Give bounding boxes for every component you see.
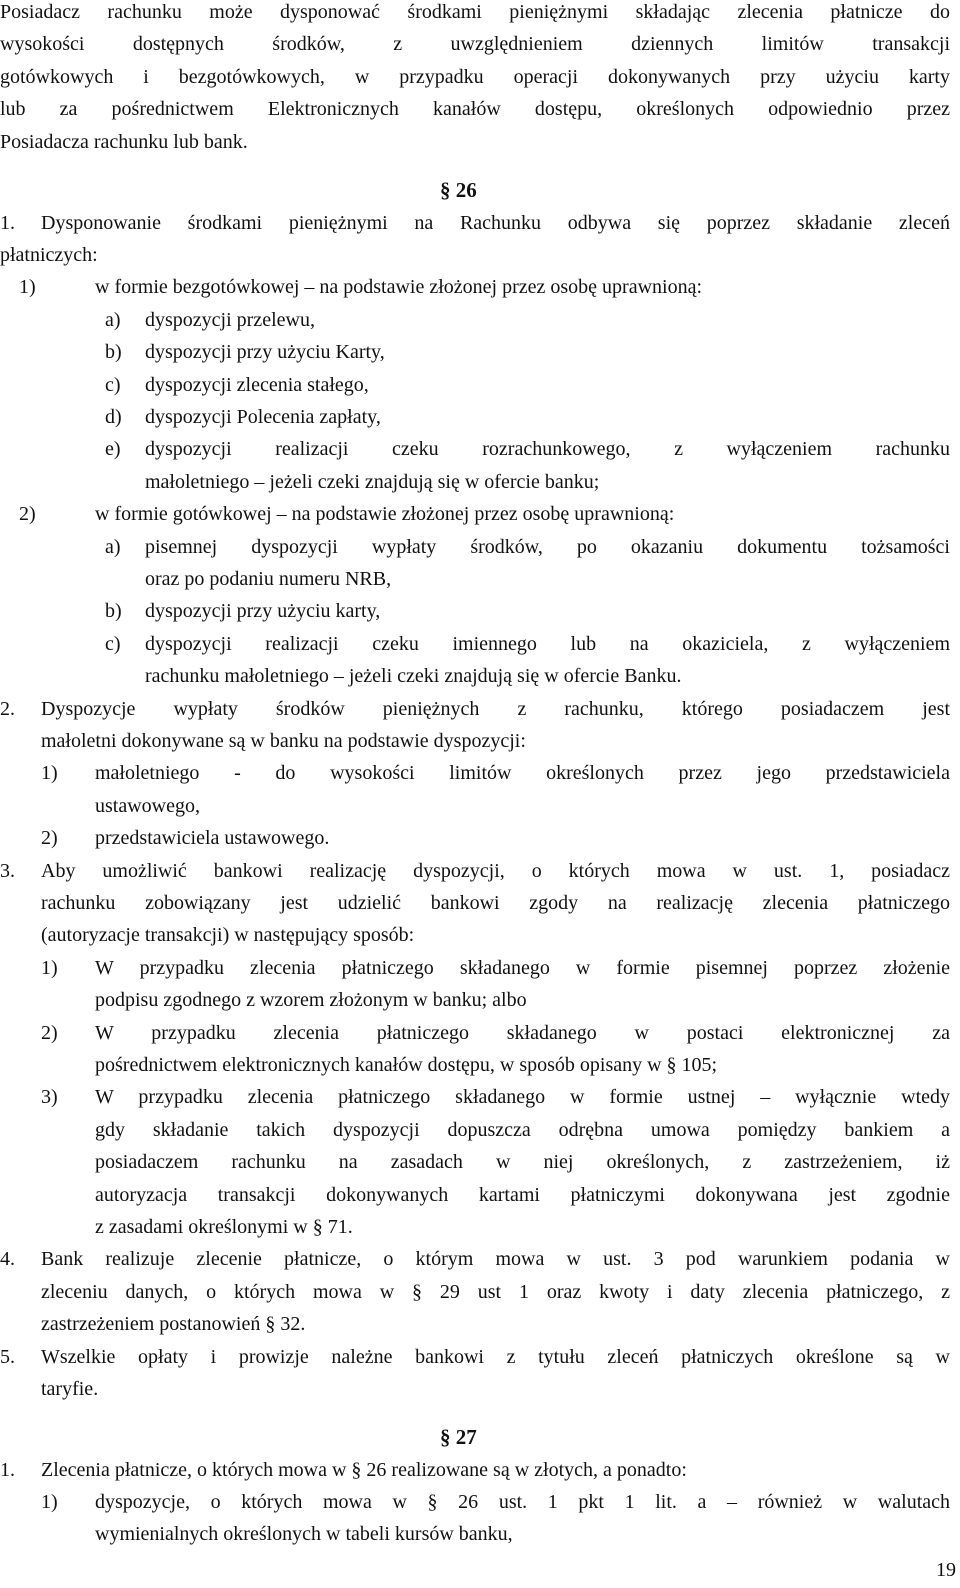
text-line: dyspozycji przelewu, <box>145 308 315 331</box>
text-line: Posiadacza rachunku lub bank. <box>0 130 248 153</box>
section-heading: § 27 <box>440 1425 477 1449</box>
text-line: 1. <box>0 1458 15 1481</box>
text-line: gdy składanie takich dyspozycji dopuszcza odrębna umowa pomiędzy bankiem a <box>95 1118 950 1141</box>
text-line: 1) <box>41 762 58 785</box>
text-line: rachunku zobowiązany jest udzielić bankowi zgody na realizację zlecenia płatniczego <box>41 891 950 914</box>
text-line: c) <box>105 632 121 655</box>
text-line: Zlecenia płatnicze, o których mowa w § 26 realizowane są w złotych, a ponadto: <box>41 1458 687 1481</box>
text-line: małoletniego - do wysokości limitów określonych przez jego przedstawiciela <box>95 762 950 785</box>
text-line: 2) <box>41 1021 58 1044</box>
text-line: 3) <box>41 1086 58 1109</box>
text-line: a) <box>105 308 121 331</box>
text-line: Aby umożliwić bankowi realizację dyspozycji, o których mowa w ust. 1, posiadacz <box>41 859 950 882</box>
text-line: dyspozycji realizacji czeku imiennego lub na okaziciela, z wyłączeniem <box>145 632 950 655</box>
text-line: 3. <box>0 859 15 882</box>
text-line: a) <box>105 535 121 558</box>
text-line: dyspozycji realizacji czeku rozrachunkowego, z wyłączeniem rachunku <box>145 438 950 461</box>
text-line: małoletniego – jeżeli czeki znajdują się w ofercie banku; <box>145 470 600 493</box>
text-line: płatniczych: <box>0 243 98 266</box>
text-line: b) <box>105 341 122 364</box>
text-line: W przypadku zlecenia płatniczego składanego w formie ustnej – wyłącznie wtedy <box>95 1086 950 1109</box>
text-line: oraz po podaniu numeru NRB, <box>145 567 392 590</box>
text-line: pośrednictwem elektronicznych kanałów dostępu, w sposób opisany w § 105; <box>95 1053 718 1076</box>
text-line: Wszelkie opłaty i prowizje należne bankowi z tytułu zleceń płatniczych określone są w <box>41 1345 950 1368</box>
text-line: wysokości dostępnych środków, z uwzględnieniem dziennych limitów transakcji <box>0 33 950 56</box>
text-line: dyspozycji Polecenia zapłaty, <box>145 405 381 428</box>
text-line: rachunku małoletniego – jeżeli czeki znajdują się w ofercie Banku. <box>145 665 682 688</box>
text-line: w formie gotówkowej – na podstawie złożonej przez osobę uprawnioną: <box>95 503 675 526</box>
text-line: Dysponowanie środkami pieniężnymi na Rachunku odbywa się poprzez składanie zleceń <box>41 211 950 234</box>
text-line: pisemnej dyspozycji wypłaty środków, po okazaniu dokumentu tożsamości <box>145 535 950 558</box>
text-line: Bank realizuje zlecenie płatnicze, o którym mowa w ust. 3 pod warunkiem podania w <box>41 1248 950 1271</box>
text-line: autoryzacja transakcji dokonywanych kartami płatniczymi dokonywana jest zgodnie <box>95 1183 950 1206</box>
text-line: Dyspozycje wypłaty środków pieniężnych z rachunku, którego posiadaczem jest <box>41 697 950 720</box>
text-line: c) <box>105 373 121 396</box>
text-line: w formie bezgotówkowej – na podstawie złożonej przez osobę uprawnioną: <box>95 276 703 299</box>
section-heading: § 26 <box>440 178 477 202</box>
text-line: 2) <box>19 503 36 526</box>
text-line: 1) <box>41 956 58 979</box>
text-line: dyspozycje, o których mowa w § 26 ust. 1 pkt 1 lit. a – również w walutach <box>95 1490 950 1513</box>
text-line: (autoryzacje transakcji) w następujący sposób: <box>41 924 415 947</box>
text-line: 2) <box>41 827 58 850</box>
text-line: dyspozycji przy użyciu Karty, <box>145 341 385 364</box>
text-line: 4. <box>0 1248 15 1271</box>
text-line: ustawowego, <box>95 794 200 817</box>
text-line: b) <box>105 600 122 623</box>
text-line: zastrzeżeniem postanowień § 32. <box>41 1313 306 1336</box>
text-line: posiadaczem rachunku na zasadach w niej określonych, z zastrzeżeniem, iż <box>95 1151 950 1174</box>
text-line: dyspozycji zlecenia stałego, <box>145 373 369 396</box>
text-line: dyspozycji przy użyciu karty, <box>145 600 381 623</box>
text-line: 5. <box>0 1345 15 1368</box>
text-line: zleceniu danych, o których mowa w § 29 ust 1 oraz kwoty i daty zlecenia płatniczego, z <box>41 1280 950 1303</box>
text-line: W przypadku zlecenia płatniczego składanego w postaci elektronicznej za <box>95 1021 950 1044</box>
text-line: 1. <box>0 211 15 234</box>
text-line: wymienialnych określonych w tabeli kursów banku, <box>95 1523 513 1546</box>
text-line: podpisu zgodnego z wzorem złożonym w banku; albo <box>95 989 527 1012</box>
text-line: z zasadami określonymi w § 71. <box>95 1215 353 1238</box>
text-line: 1) <box>19 276 36 299</box>
text-line: przedstawiciela ustawowego. <box>95 827 330 850</box>
text-line: 1) <box>41 1490 58 1513</box>
text-line: W przypadku zlecenia płatniczego składanego w formie pisemnej poprzez złożenie <box>95 956 950 979</box>
text-line: e) <box>105 438 121 461</box>
page-number: 19 <box>936 1558 956 1581</box>
text-line: taryfie. <box>41 1377 99 1400</box>
text-line: małoletni dokonywane są w banku na podstawie dyspozycji: <box>41 729 526 752</box>
text-line: 2. <box>0 697 15 720</box>
text-line: d) <box>105 405 122 428</box>
text-line: lub za pośrednictwem Elektronicznych kanałów dostępu, określonych odpowiednio przez <box>0 98 950 121</box>
text-line: gotówkowych i bezgotówkowych, w przypadku operacji dokonywanych przy użyciu karty <box>0 65 950 88</box>
text-line: Posiadacz rachunku może dysponować środkami pieniężnymi składając zlecenia płatnicze do <box>0 1 950 23</box>
